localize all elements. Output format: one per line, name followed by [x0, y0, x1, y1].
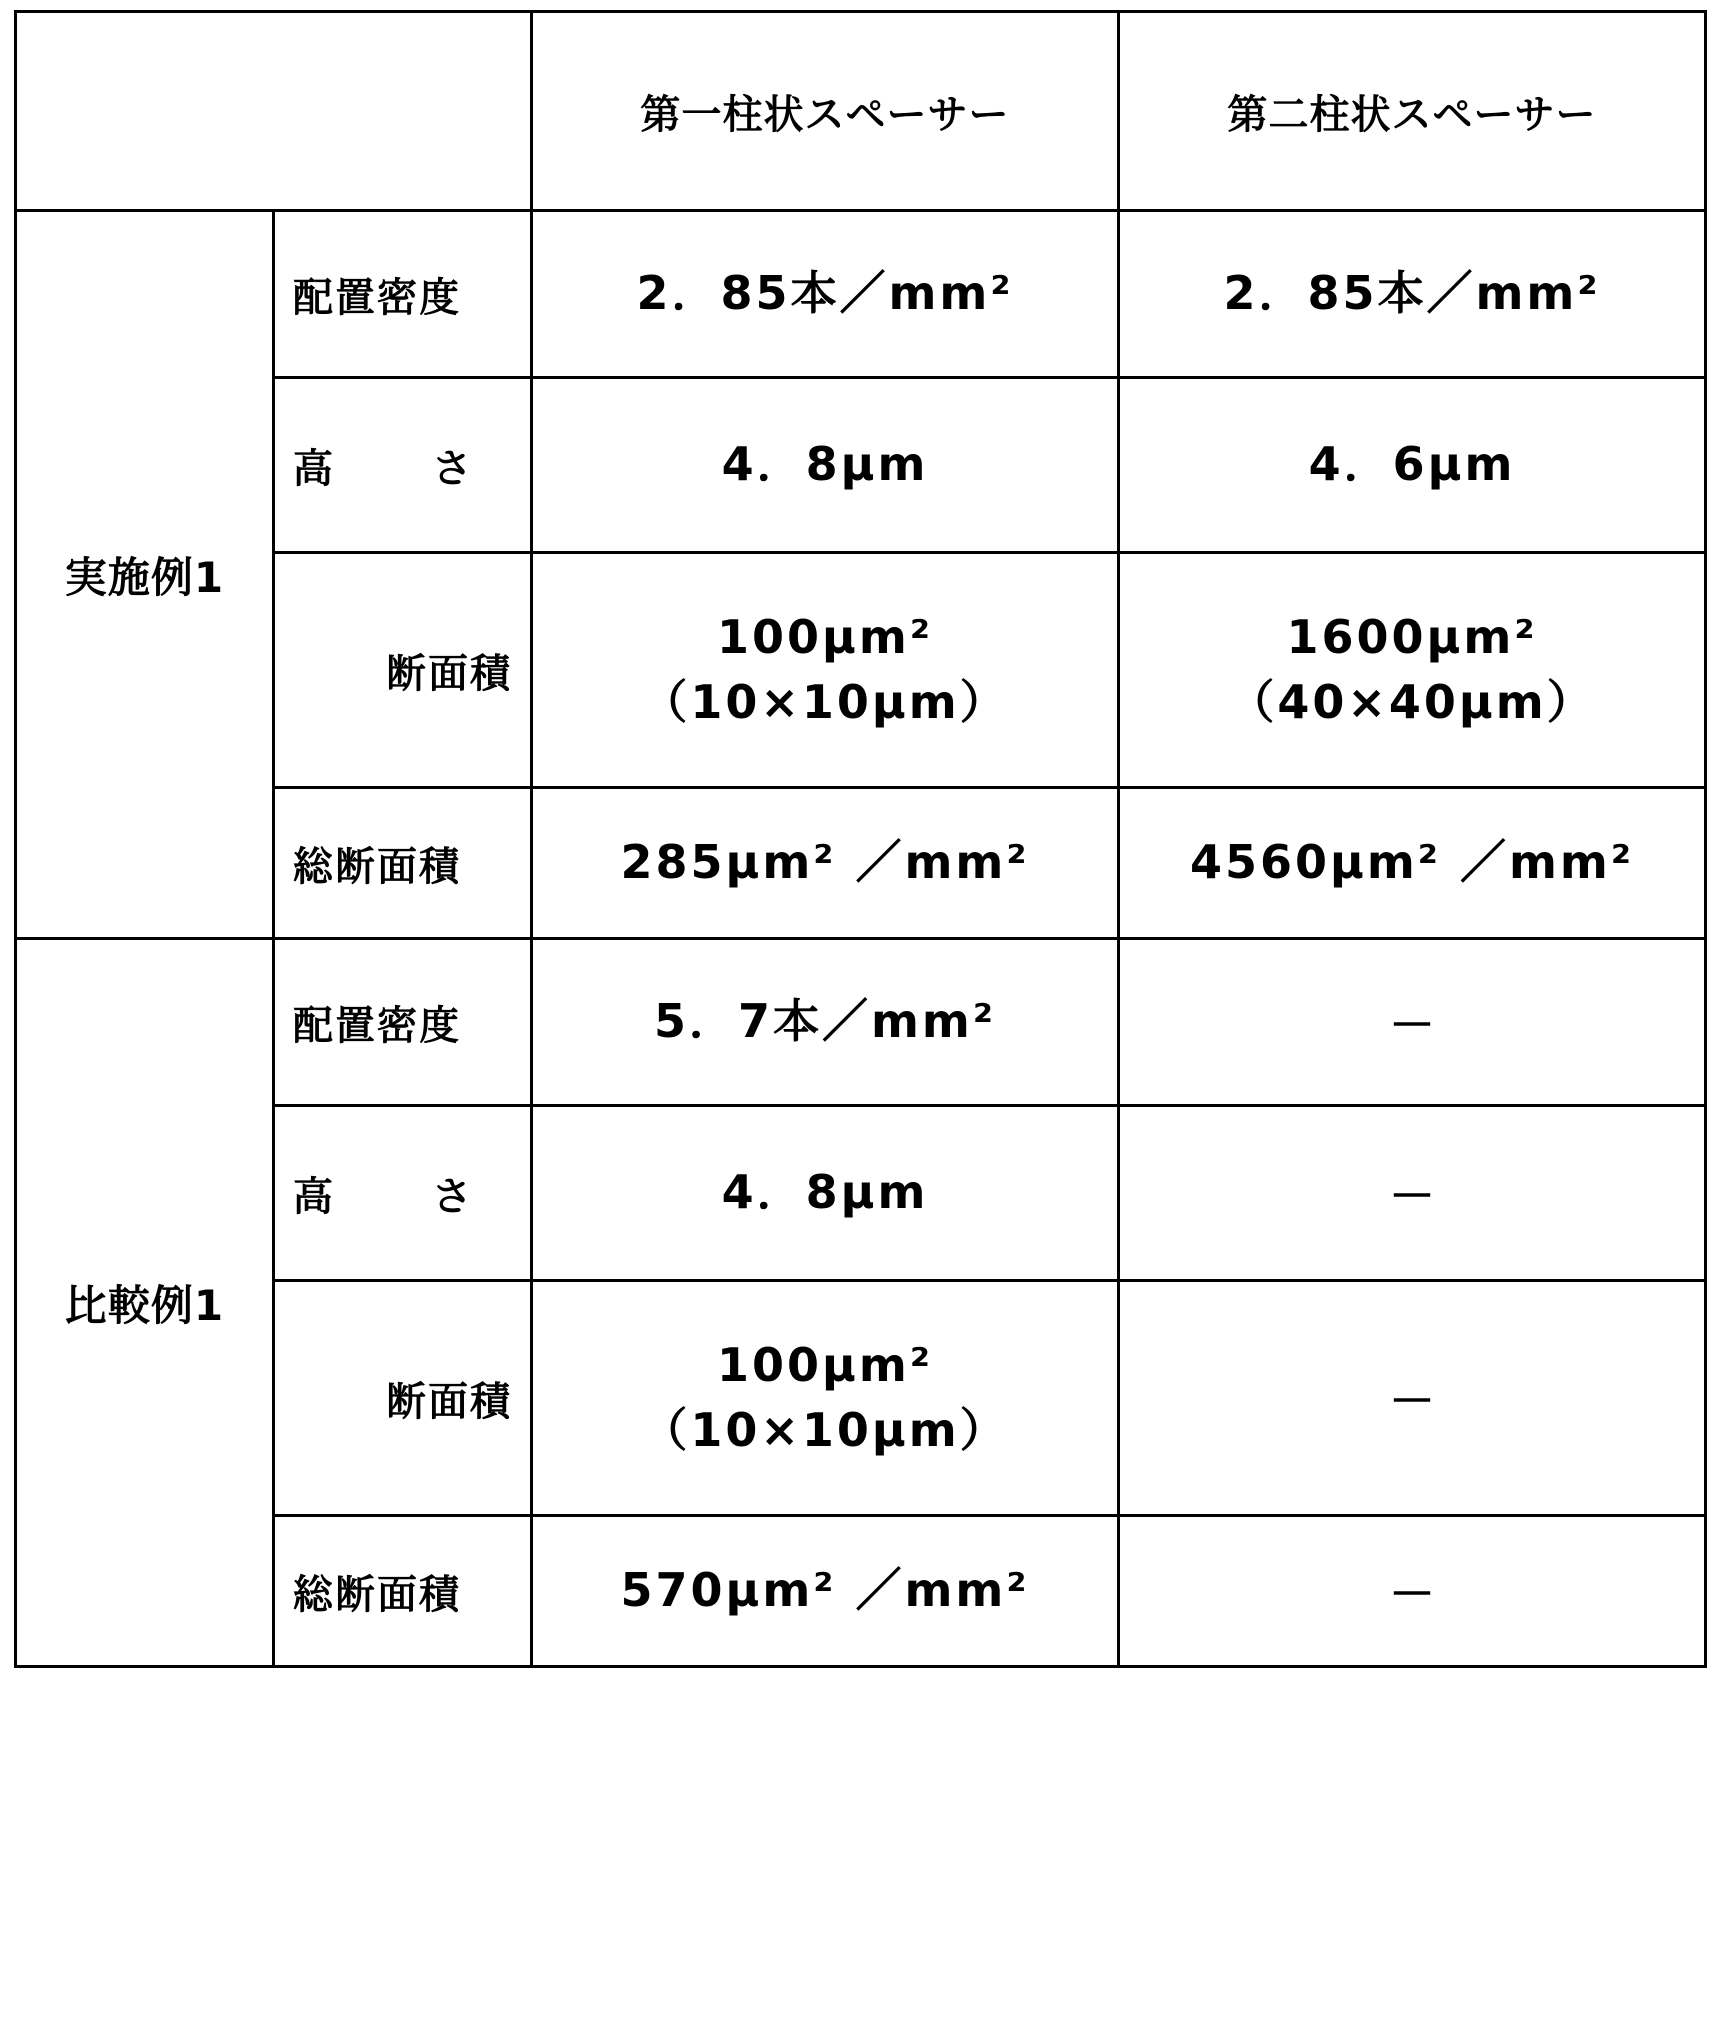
- value-comparative1-area-second: －: [1119, 1281, 1706, 1516]
- metric-label-height-text: 高 さ: [293, 445, 473, 492]
- header-blank-cell: [16, 12, 532, 211]
- value-example1-height-second: 4．6μm: [1119, 378, 1706, 553]
- group-label-comparative-1: 比較例1: [16, 939, 274, 1667]
- metric-label-density: 配置密度: [274, 211, 532, 378]
- value-example1-area-first-line1: 100μm²: [717, 609, 933, 664]
- value-example1-density-first: 2．85本／mm²: [532, 211, 1119, 378]
- value-example1-height-first: 4．8μm: [532, 378, 1119, 553]
- value-example1-total-first: 285μm² ／mm²: [532, 788, 1119, 939]
- metric-label-total-cross-section-2: 総断面積: [274, 1516, 532, 1667]
- value-example1-area-second-line2: （40×40μm）: [1228, 675, 1596, 729]
- value-comparative1-height-second: －: [1119, 1106, 1706, 1281]
- value-comparative1-total-first: 570μm² ／mm²: [532, 1516, 1119, 1667]
- value-comparative1-total-second: －: [1119, 1516, 1706, 1667]
- value-comparative1-density-first: 5．7本／mm²: [532, 939, 1119, 1106]
- value-example1-area-second-line1: 1600μm²: [1286, 609, 1538, 664]
- value-comparative1-height-first: 4．8μm: [532, 1106, 1119, 1281]
- value-example1-area-first-line2: （10×10μm）: [641, 675, 1009, 729]
- header-first-spacer: 第一柱状スペーサー: [532, 12, 1119, 211]
- metric-label-height-2-text: 高 さ: [293, 1173, 473, 1220]
- value-example1-area-first: [532, 553, 1119, 788]
- value-comparative1-density-second: －: [1119, 939, 1706, 1106]
- table-header-row: [16, 12, 1706, 211]
- metric-label-cross-section: 断面積: [274, 553, 532, 788]
- header-second-spacer: 第二柱状スペーサー: [1119, 12, 1706, 211]
- value-comparative1-area-first-line1: 100μm²: [717, 1337, 933, 1392]
- value-comparative1-area-first: [532, 1281, 1119, 1516]
- value-example1-area-second: [1119, 553, 1706, 788]
- metric-label-cross-section-2: 断面積: [274, 1281, 532, 1516]
- metric-label-height-2: [274, 1106, 532, 1281]
- metric-label-height: [274, 378, 532, 553]
- value-comparative1-area-first-line2: （10×10μm）: [641, 1403, 1009, 1457]
- group-label-example-1: 実施例1: [16, 211, 274, 939]
- table-row: [16, 211, 1706, 378]
- metric-label-density-2: 配置密度: [274, 939, 532, 1106]
- value-example1-total-second: 4560μm² ／mm²: [1119, 788, 1706, 939]
- metric-label-total-cross-section: 総断面積: [274, 788, 532, 939]
- spacer-comparison-table: [14, 10, 1707, 1668]
- table-row: [16, 939, 1706, 1106]
- value-example1-density-second: 2．85本／mm²: [1119, 211, 1706, 378]
